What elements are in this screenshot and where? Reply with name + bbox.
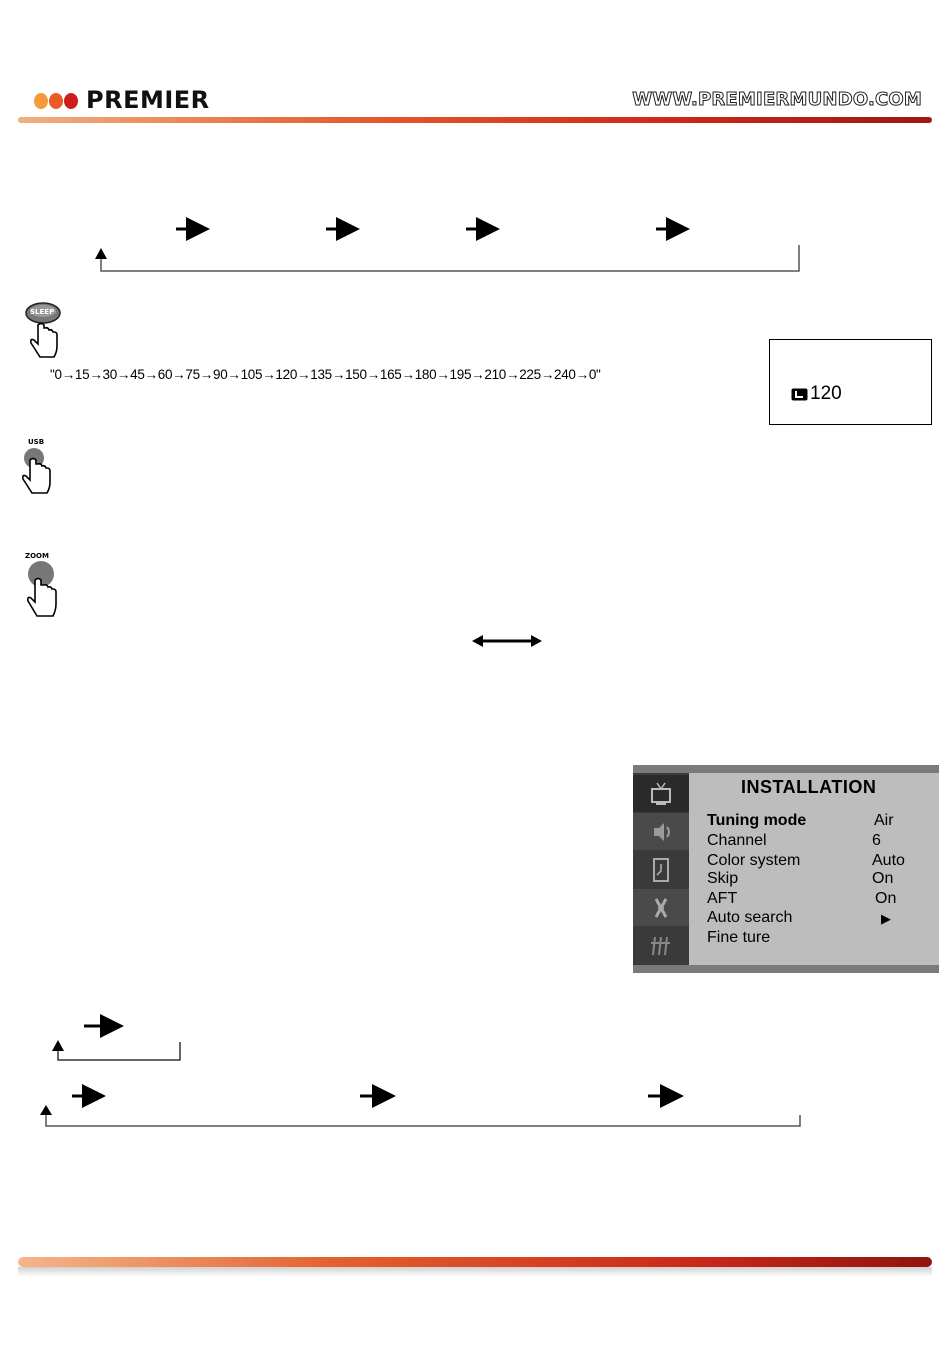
menu-title: INSTALLATION xyxy=(741,777,877,797)
installation-menu xyxy=(633,765,939,973)
menu-row-tuning-mode[interactable] xyxy=(707,812,927,832)
lock-icon[interactable] xyxy=(633,927,689,964)
menu-row-aft[interactable] xyxy=(707,890,927,910)
menu-row-fine-tune[interactable] xyxy=(707,929,927,949)
sleep-osd-box xyxy=(769,339,932,425)
sleep-timer-icon xyxy=(791,388,808,401)
double-arrow-icon xyxy=(472,632,542,650)
zoom-button-label: ZOOM xyxy=(25,552,49,560)
settings-icon[interactable] xyxy=(633,889,689,926)
menu-row-label: Tuning mode xyxy=(707,812,807,829)
footer-divider xyxy=(18,1257,932,1267)
menu-row-value: On xyxy=(872,870,894,887)
cycle-flow-diagram-bottom xyxy=(34,1083,810,1133)
menu-row-label: Skip xyxy=(707,870,739,887)
sleep-timer-sequence: "0→15→30→45→60→75→90→105→120→135→150→165→180→195→210→225→240→0" xyxy=(50,367,601,382)
menu-row-skip[interactable] xyxy=(707,870,927,890)
menu-row-value: On xyxy=(875,890,897,907)
menu-row-label: Channel xyxy=(707,832,767,849)
menu-row-label: Color system xyxy=(707,852,801,869)
brand-logo-dots xyxy=(33,92,83,110)
sleep-button-icon xyxy=(24,302,64,362)
cycle-flow-diagram-small xyxy=(40,1013,200,1065)
menu-row-label: Fine ture xyxy=(707,929,771,946)
usb-button-label: USB xyxy=(28,438,45,446)
menu-row-channel[interactable] xyxy=(707,832,927,852)
brand-name: PREMIER xyxy=(86,86,210,114)
menu-row-color-system[interactable] xyxy=(707,852,927,872)
header-divider xyxy=(18,117,932,123)
sleep-button-label: SLEEP xyxy=(30,308,55,316)
speaker-icon[interactable] xyxy=(633,813,689,850)
menu-bottom-border xyxy=(633,965,939,973)
website-url[interactable]: WWW.PREMIERMUNDO.COM xyxy=(632,89,922,110)
menu-row-value: 6 xyxy=(872,832,881,849)
arrow-right-icon: ▶ xyxy=(881,911,891,926)
usb-button-icon xyxy=(20,438,60,498)
menu-top-border xyxy=(633,765,939,773)
menu-row-value: Air xyxy=(874,812,894,829)
cycle-flow-diagram-top xyxy=(90,215,810,277)
menu-row-value: Auto xyxy=(872,852,905,869)
menu-row-label: Auto search xyxy=(707,909,793,926)
clock-icon[interactable] xyxy=(633,851,689,888)
menu-tab-strip xyxy=(633,773,689,965)
sleep-osd-value: 120 xyxy=(810,383,842,404)
footer-shadow xyxy=(18,1267,932,1277)
tv-icon[interactable] xyxy=(633,775,689,812)
menu-row-label: AFT xyxy=(707,890,738,907)
zoom-button-icon xyxy=(22,552,62,622)
menu-row-auto-search[interactable] xyxy=(707,909,927,929)
